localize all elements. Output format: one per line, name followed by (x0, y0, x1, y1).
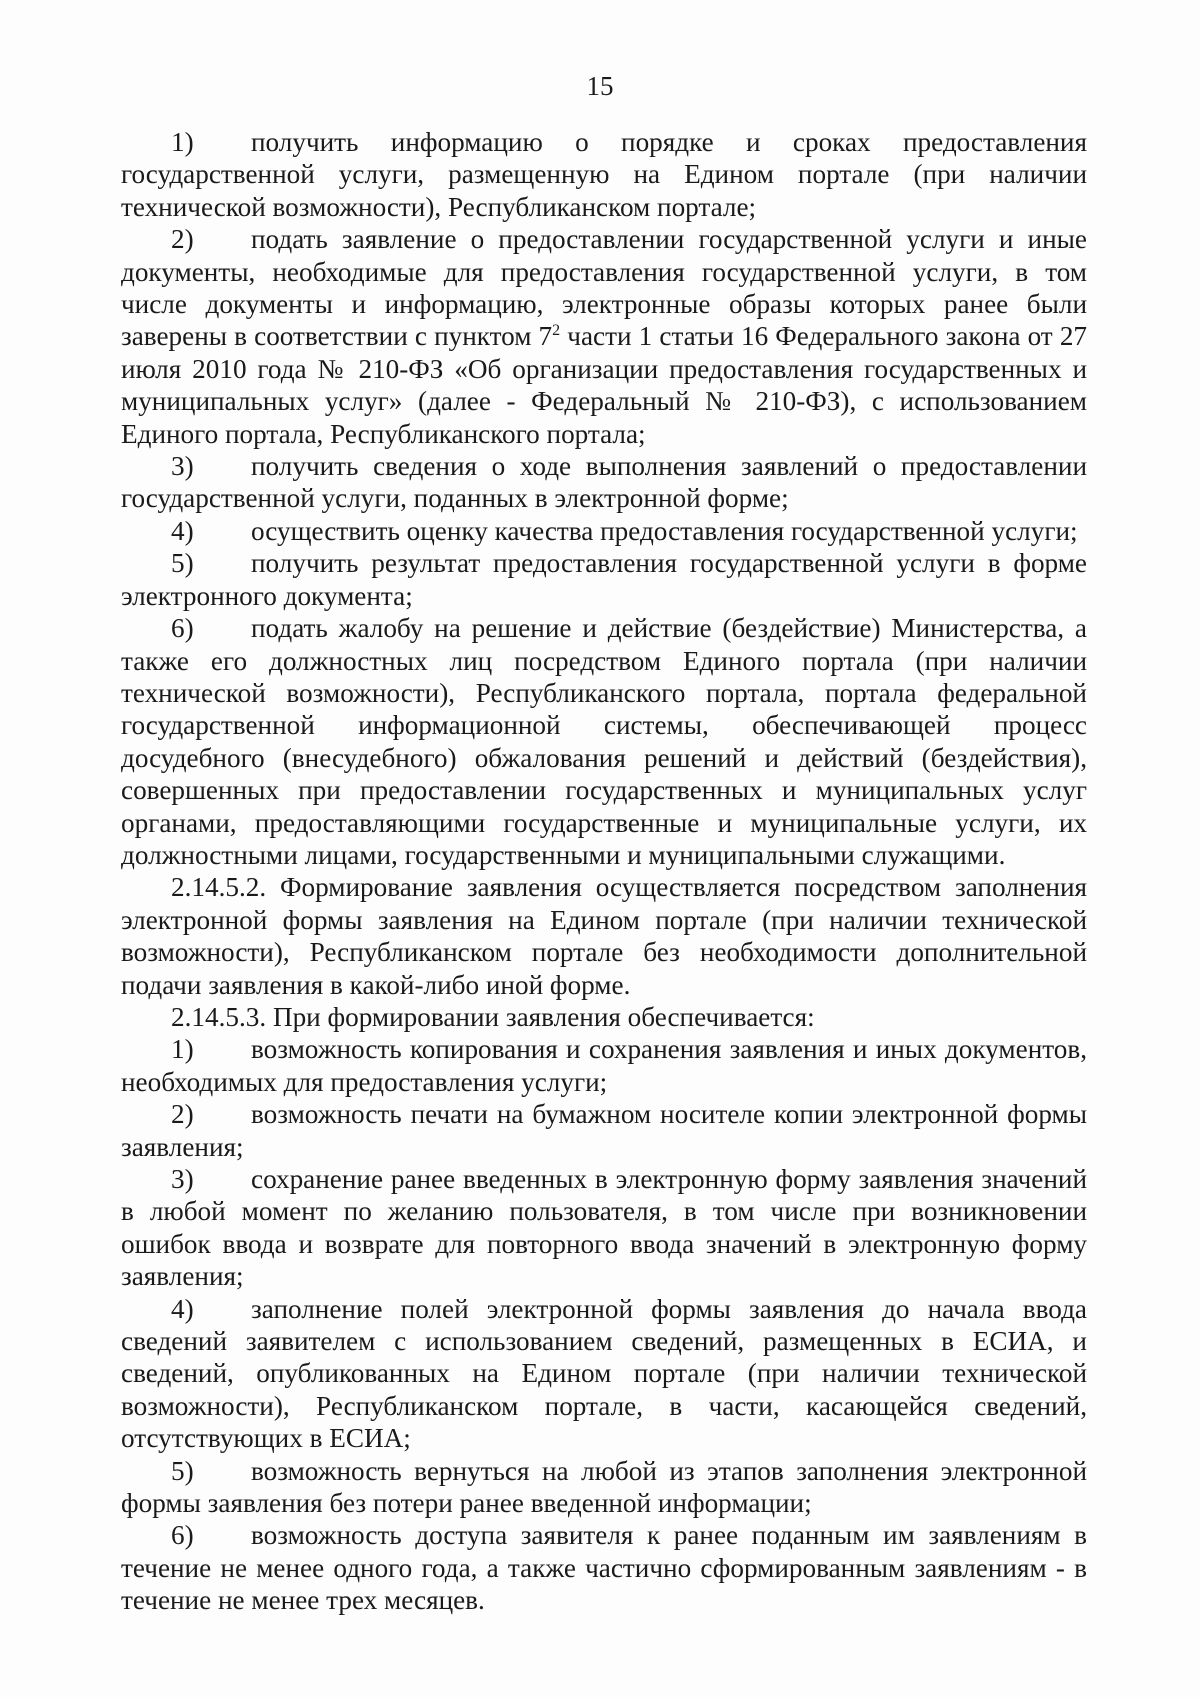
item-number: 4) (171, 515, 194, 546)
list-item (121, 1519, 1087, 1616)
section-paragraph-2-14-5-3: 2.14.5.3. При формировании заявления обеспечивается: (171, 1001, 815, 1032)
item-number: 3) (171, 451, 194, 482)
document-body (121, 126, 1087, 1617)
item-number: 6) (171, 613, 194, 644)
section-paragraph-2-14-5-2: 2.14.5.2. Формирование заявления осуществляется посредством заполнения электронной формы заявления на Едином портале (при наличии технической возможности), Республиканском портале без необходимости дополнительной подачи заявления в какой-либо иной форме. (121, 872, 1087, 1000)
item-number: 1) (171, 1034, 194, 1065)
item-text: заполнение полей электронной формы заявления до начала ввода сведений заявителем с использованием сведений, размещенных в ЕСИА, и сведений, опубликованных на Едином портале (при наличии технической возможности), Республиканском портале, в части, касающейся сведений, отсутствующих в ЕСИА; (121, 1293, 1087, 1454)
list-item (121, 1098, 1087, 1163)
list-item (121, 223, 1087, 450)
item-number: 5) (171, 548, 194, 579)
list-item (121, 126, 1087, 223)
list-item (121, 1163, 1087, 1293)
page-number: 15 (586, 71, 614, 101)
item-number: 2) (171, 1099, 194, 1130)
item-number: 3) (171, 1164, 194, 1194)
list-item (121, 515, 1087, 547)
list-item (121, 1293, 1087, 1455)
item-text: подать жалобу на решение и действие (бездействие) Министерства, а также его должностных лиц посредством Единого портала (при наличии технической возможности), Республиканского портала, портала федеральной государственной информационной системы, обеспечивающей процесс досудебного (внесудебного) обжалования решений и действий (бездействия), совершенных при предоставлении государственных и муниципальных услуг органами, предоставляющими государственные и муниципальные услуги, их должностными лицами, государственными и муниципальными служащими. (121, 613, 1087, 870)
item-number: 2) (171, 224, 194, 255)
item-number: 1) (171, 127, 194, 157)
item-text: подать заявление о предоставлении государственной услуги и иные документы, необходимые для предоставления государственной услуги, в том числе документы и информацию, электронные образы которых ранее были заверены в соответствии с пунктом 7 (121, 224, 1087, 352)
list-item (121, 612, 1087, 871)
item-text: возможность копирования и сохранения заявления и иных документов, необходимых для предоставления услуги; (121, 1034, 1087, 1097)
list-item (121, 450, 1087, 515)
item-text-continued: части 1 статьи 16 Федерального закона от 27 июля 2010 года № 210-ФЗ «Об организации предоставления государственных и муниципальных услуг» (далее - Федеральный № 210-ФЗ), с использованием Единого портала, Республиканского портала; (121, 321, 1088, 449)
item-text: возможность печати на бумажном носителе копии электронной формы заявления; (121, 1099, 1087, 1162)
list-item (121, 1033, 1087, 1098)
item-text: возможность доступа заявителя к ранее поданным им заявлениям в течение не менее одного года, а также частично сформированным заявлениям - в течение не менее трех месяцев. (121, 1520, 1087, 1616)
item-text: получить результат предоставления государственной услуги в форме электронного документа; (121, 548, 1087, 611)
superscript: 2 (552, 322, 561, 340)
item-text: возможность вернуться на любой из этапов заполнения электронной формы заявления без потери ранее введенной информации; (121, 1455, 1087, 1519)
list-item (121, 547, 1087, 612)
item-text: осуществить оценку качества предоставления государственной услуги; (251, 515, 1078, 546)
item-number: 6) (171, 1520, 194, 1551)
item-text: сохранение ранее введенных в электронную форму заявления значений в любой момент по желанию пользователя, в том числе при возникновении ошибок ввода и возврате для повторного ввода значений в электронную форму заявления; (121, 1164, 1087, 1292)
item-number: 5) (171, 1455, 194, 1486)
list-item (121, 1455, 1087, 1520)
item-text: получить информацию о порядке и сроках предоставления государственной услуги, размещенную на Едином портале (при наличии технической возможности), Республиканском портале; (121, 127, 1087, 222)
item-text: получить сведения о ходе выполнения заявлений о предоставлении государственной услуги, поданных в электронной форме; (121, 451, 1087, 514)
item-number: 4) (171, 1293, 194, 1324)
